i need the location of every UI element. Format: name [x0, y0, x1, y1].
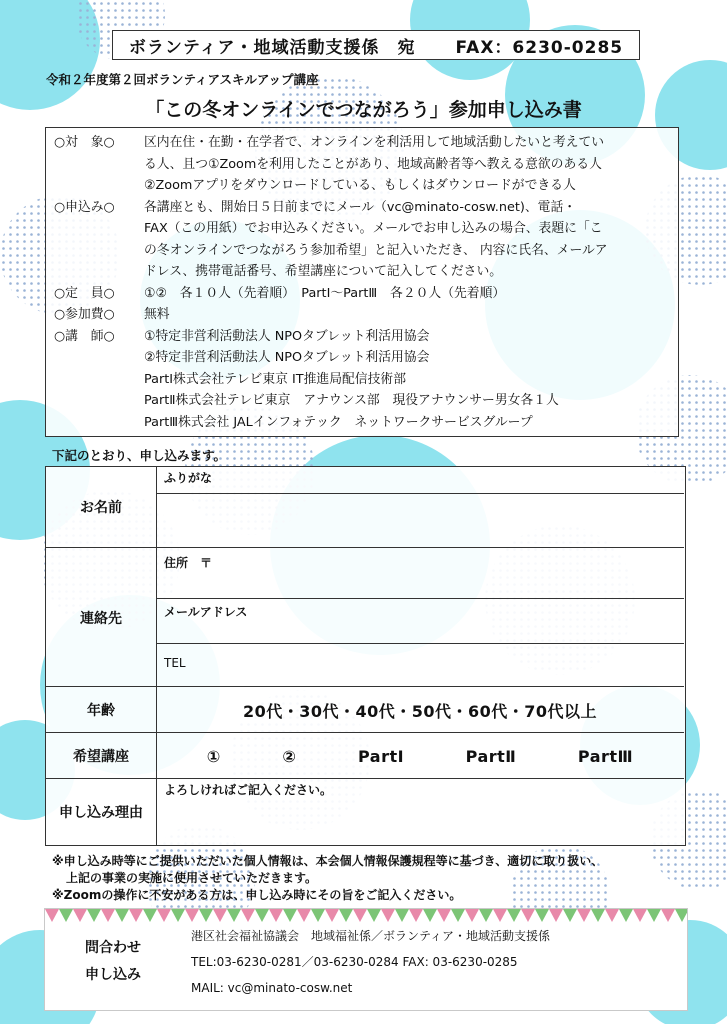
capacity-label: ○定 員○ — [54, 285, 115, 301]
event-subtitle: 令和２年度第２回ボランティアスキルアップ講座 — [46, 72, 319, 87]
course-option-part3[interactable]: PartⅢ — [577, 746, 634, 766]
bunting-flag — [143, 909, 157, 922]
lecturer-line: PartⅡ株式会社テレビ東京 アナウンス部 現役アナウンサー男女各１人 — [144, 393, 559, 408]
bunting-flag — [409, 909, 423, 922]
email-divider — [156, 643, 684, 644]
bunting-flag — [311, 909, 325, 922]
lecturer-label: ○講 師○ — [54, 328, 115, 344]
furigana-label: ふりがな — [164, 471, 213, 485]
lecturer-line: ①特定非営利活動法人 NPOタブレット利活用協会 — [144, 328, 430, 344]
bunting-flag — [521, 909, 535, 922]
bunting-flag — [87, 909, 101, 922]
bunting-flag — [549, 909, 563, 922]
privacy-note-1: ※申し込み時等にご提供いただいた個人情報は、本会個人情報保護規程等に基づき、適切に取り扱い、 — [52, 854, 604, 868]
bunting-flag — [563, 909, 577, 922]
bunting-flag — [633, 909, 647, 922]
form-lead-text: 下記のとおり、申し込みます。 — [52, 448, 227, 463]
header-recipient: ボランティア・地域活動支援係 宛 — [128, 37, 416, 58]
bunting-flag — [395, 909, 409, 922]
bunting-flag — [675, 909, 687, 922]
bunting-flag — [437, 909, 451, 922]
name-label: お名前 — [46, 467, 157, 547]
fee-text: 無料 — [144, 307, 170, 322]
target-line: 区内在住・在勤・在学者で、オンラインを利活用して地域活動したいと考えてい — [144, 135, 605, 150]
notes — [52, 853, 603, 904]
name-row — [46, 467, 684, 547]
lecturer-line: PartⅢ株式会社 JALインフォテック ネットワークサービスグループ — [144, 414, 533, 430]
apply-row — [54, 197, 670, 283]
bunting-flag — [465, 909, 479, 922]
capacity-row — [54, 283, 670, 305]
bunting-flag — [325, 909, 339, 922]
page-title: 「この冬オンラインでつながろう」参加申し込み書 — [145, 99, 582, 121]
contact-mail[interactable]: MAIL: vc@minato-cosw.net — [191, 981, 353, 995]
course-row — [46, 732, 684, 779]
header-fax: FAX：6230-0285 — [455, 37, 624, 58]
fee-row — [54, 304, 670, 326]
contact-info — [191, 923, 550, 1001]
name-input-area[interactable] — [156, 494, 684, 546]
contact-box-label — [63, 935, 163, 989]
reason-row — [46, 778, 684, 845]
address-divider — [156, 598, 684, 599]
reason-field[interactable]: よろしければご記入ください。 — [164, 783, 333, 797]
bunting-flag — [101, 909, 115, 922]
header-recipient-box — [112, 30, 640, 60]
bunting-flag — [269, 909, 283, 922]
address-field[interactable]: 住所 〒 — [164, 556, 213, 570]
apply-label: ○申込み○ — [54, 199, 115, 215]
bunting-flag — [423, 909, 437, 922]
bunting-flag — [171, 909, 185, 922]
apply-line: 各講座とも、開始日５日前までにメール（vc@minato-cosw.net)、電話・ — [144, 199, 577, 215]
bunting-flag — [591, 909, 605, 922]
apply-line: ドレス、携帯電話番号、希望講座について記入してください。 — [144, 264, 503, 279]
zoom-note: ※Zoomの操作に不安がある方は、申し込み時にその旨をご記入ください。 — [52, 888, 462, 902]
contact-org: 港区社会福祉協議会 地域福祉係／ボランティア・地域活動支援係 — [191, 929, 551, 943]
bunting-flag — [577, 909, 591, 922]
bunting-flag — [199, 909, 213, 922]
bunting-flag — [129, 909, 143, 922]
bunting-flag — [227, 909, 241, 922]
email-field[interactable]: メールアドレス — [164, 605, 248, 619]
bunting-flag — [367, 909, 381, 922]
bunting-flag — [185, 909, 199, 922]
bunting-flag — [479, 909, 493, 922]
target-row — [54, 132, 670, 197]
contact-label: 連絡先 — [46, 548, 157, 687]
bunting-flag — [115, 909, 129, 922]
age-label: 年齢 — [46, 687, 157, 733]
course-option-2[interactable]: ② — [282, 746, 297, 766]
bunting-flag — [535, 909, 549, 922]
apply-text — [144, 197, 670, 283]
bunting-flag — [73, 909, 87, 922]
target-line: ②Zoomアプリをダウンロードしている、もしくはダウンロードができる人 — [144, 178, 576, 193]
apply-line: FAX（この用紙）でお申込みください。メールでお申し込みの場合、表題に「こ — [144, 221, 603, 236]
age-row — [46, 686, 684, 733]
contact-tel[interactable]: TEL:03-6230-0281／03-6230-0284 FAX: 03-6230-0285 — [191, 955, 518, 969]
target-line: る人、且つ①Zoomを利用したことがあり、地域高齢者等へ教える意欲のある人 — [144, 156, 602, 172]
course-option-part2[interactable]: PartⅡ — [465, 746, 517, 766]
bunting-flag — [619, 909, 633, 922]
bunting-flag — [647, 909, 661, 922]
course-option-1[interactable]: ① — [206, 746, 221, 766]
age-options[interactable]: 20代・30代・40代・50代・60代・70代以上 — [242, 701, 598, 721]
bunting-flag — [45, 909, 59, 922]
bunting-flag — [353, 909, 367, 922]
lecturer-line: PartⅠ株式会社テレビ東京 IT推進局配信技術部 — [144, 371, 406, 387]
bunting-flag — [297, 909, 311, 922]
bunting-flag — [255, 909, 269, 922]
contact-row — [46, 547, 684, 687]
target-label: ○対 象○ — [54, 135, 115, 150]
bunting-flag — [507, 909, 521, 922]
capacity-text: ①② 各１０人（先着順） PartⅠ～PartⅢ 各２０人（先着順） — [144, 285, 506, 301]
bunting-flag — [381, 909, 395, 922]
contact-label-apply: 申し込み — [85, 967, 141, 983]
course-options — [156, 733, 684, 779]
privacy-note-2: 上記の事業の実施に使用させていただきます。 — [66, 871, 318, 885]
bunting-flag — [493, 909, 507, 922]
bunting-flag — [339, 909, 353, 922]
bunting-flag — [59, 909, 73, 922]
contact-box — [44, 908, 688, 1011]
bunting-flag — [451, 909, 465, 922]
bunting-flag — [661, 909, 675, 922]
tel-field[interactable]: TEL — [164, 656, 186, 670]
lecturer-row — [54, 326, 670, 434]
fee-label: ○参加費○ — [54, 307, 115, 322]
bunting-flag — [213, 909, 227, 922]
course-label: 希望講座 — [46, 733, 157, 779]
bunting-flag — [157, 909, 171, 922]
target-text — [144, 132, 670, 197]
contact-label-inquiry: 問合わせ — [85, 940, 141, 956]
bunting-flag — [605, 909, 619, 922]
reason-label: 申し込み理由 — [46, 779, 157, 845]
lecturer-line: ②特定非営利活動法人 NPOタブレット利活用協会 — [144, 350, 430, 365]
course-option-part1[interactable]: PartⅠ — [358, 746, 405, 766]
bunting-flag — [283, 909, 297, 922]
bunting-decoration — [45, 909, 687, 923]
application-form — [45, 466, 686, 846]
bunting-flag — [241, 909, 255, 922]
apply-line: の冬オンラインでつながろう参加希望」と記入いただき、 内容に氏名、メールア — [144, 242, 608, 258]
info-box — [45, 127, 679, 437]
lecturer-text — [144, 326, 670, 434]
